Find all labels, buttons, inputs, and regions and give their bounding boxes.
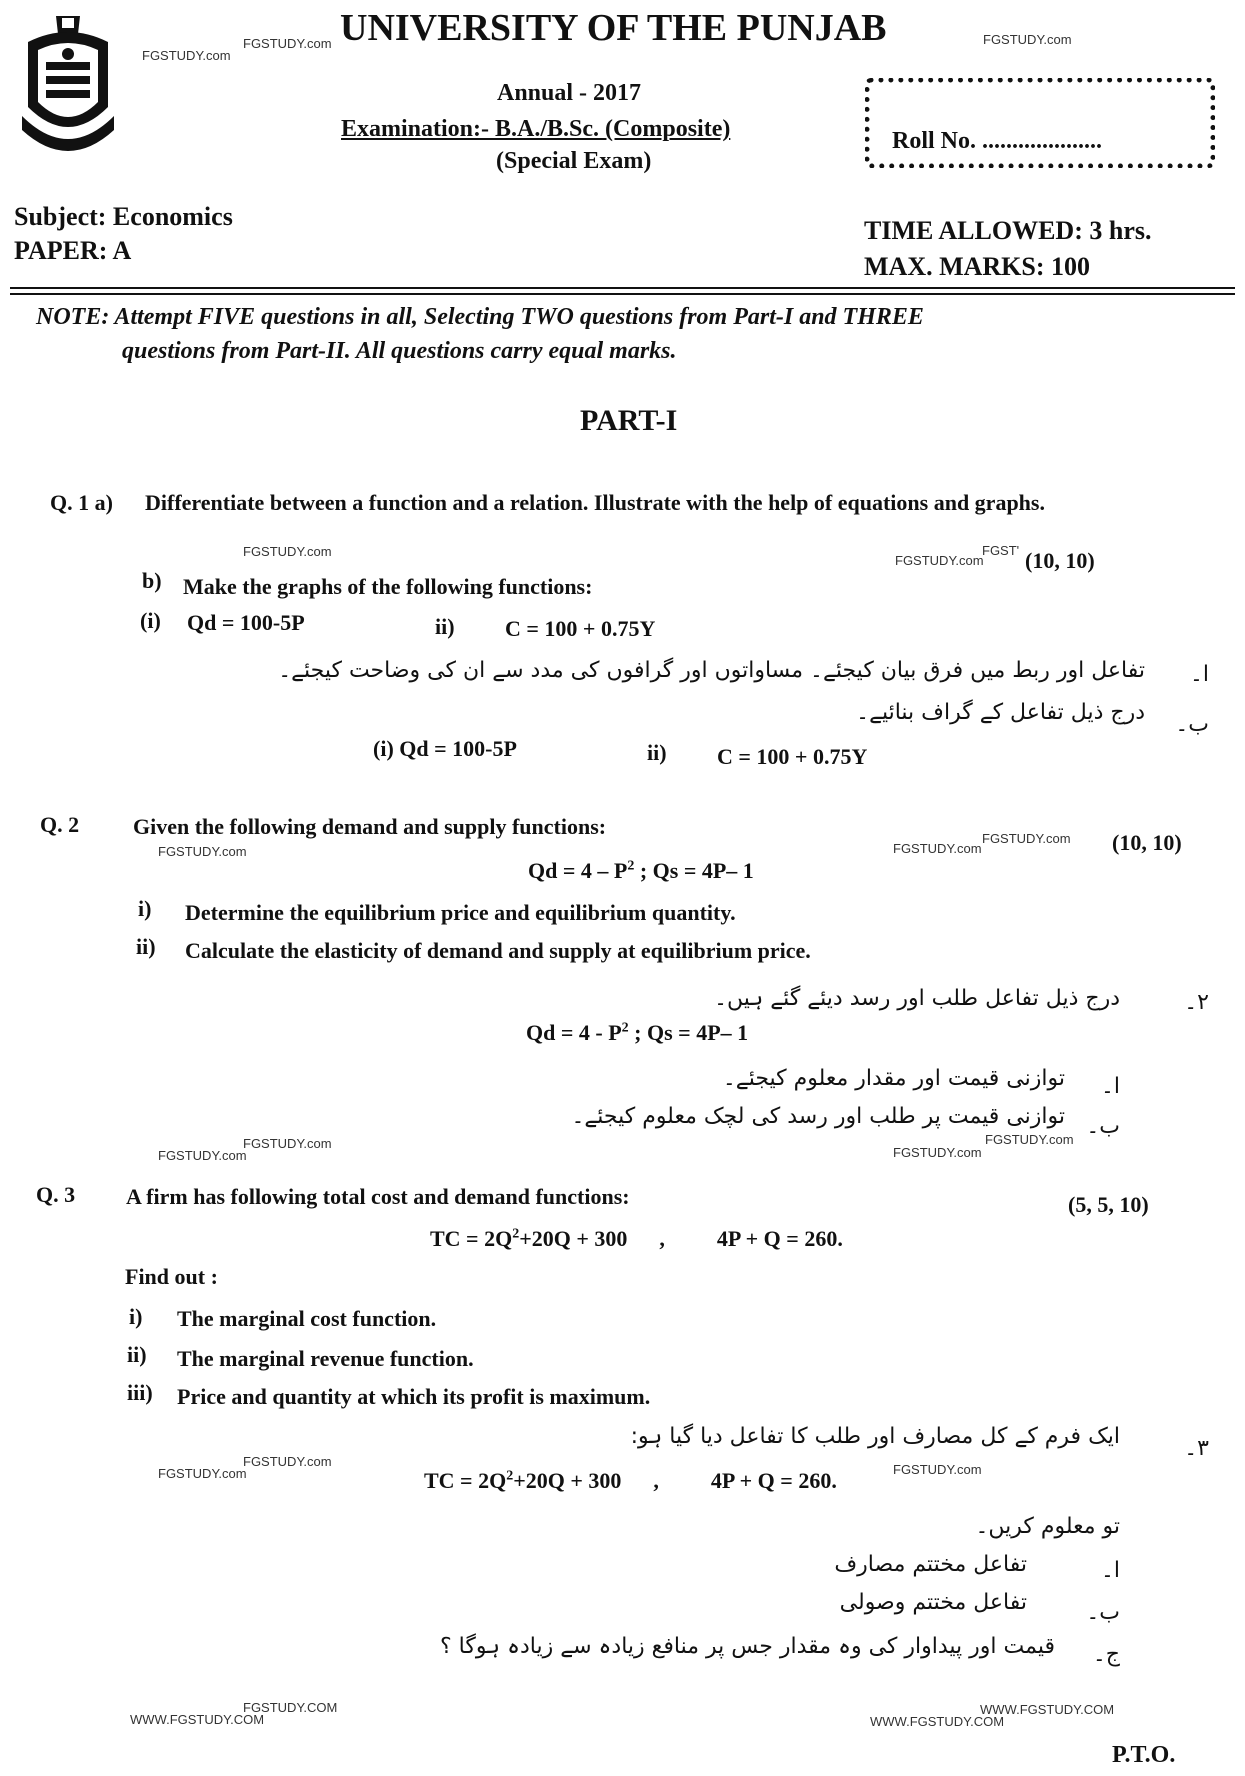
- q3-iii-label: iii): [127, 1380, 153, 1405]
- max-marks: MAX. MARKS: 100: [864, 252, 1091, 281]
- q3-urdu-c: قیمت اور پیداوار کی وہ مقدار جس پر منافع زیادہ سے زیادہ ہوگا ؟: [439, 1634, 1055, 1659]
- q3-find-out: Find out :: [125, 1264, 218, 1289]
- q1-urdu-a: تفاعل اور ربط میں فرق بیان کیجئے۔ مساواتوں اور گرافوں کی مدد سے ان کی وضاحت کیجئے۔: [278, 658, 1145, 683]
- q2-urdu-a-label: ا۔: [1100, 1074, 1120, 1099]
- watermark: FGSTUDY.com: [893, 1462, 982, 1477]
- watermark: FGSTUDY.com: [158, 1466, 247, 1481]
- q3-urdu-find: تو معلوم کریں۔: [975, 1514, 1120, 1539]
- part-title: PART-I: [580, 404, 678, 437]
- q3-label: Q. 3: [36, 1182, 76, 1207]
- q3-eq-tc-rest: +20Q + 300: [519, 1226, 628, 1251]
- watermark: FGSTUDY.COM: [243, 1700, 338, 1715]
- q3-urdu-b: تفاعل مختتم وصولی: [839, 1590, 1027, 1615]
- q2-marks: (10, 10): [1112, 830, 1182, 855]
- q1b-i-equation: Qd = 100-5P: [187, 610, 305, 635]
- watermark: FGSTUDY.com: [243, 36, 332, 51]
- watermark: FGSTUDY.com: [895, 553, 984, 568]
- q2-urdu-eq-exponent: 2: [621, 1020, 629, 1036]
- examination-line: Examination:- B.A./B.Sc. (Composite): [341, 116, 731, 142]
- q3-ii-label: ii): [127, 1342, 147, 1367]
- q2-eq-qs: ; Qs = 4P– 1: [639, 858, 754, 883]
- q1b-i-label: (i): [140, 608, 161, 633]
- pto-label: P.T.O.: [1112, 1742, 1176, 1768]
- watermark: FGSTUDY.com: [243, 1454, 332, 1469]
- q3-marks: (5, 5, 10): [1068, 1192, 1149, 1217]
- q2-urdu-equation: [526, 1020, 748, 1046]
- header-divider-top: [10, 287, 1235, 289]
- subject-label: Subject: Economics: [14, 202, 233, 231]
- q1-urdu-ii-label: ii): [647, 740, 667, 765]
- watermark: FGSTUDY.com: [983, 32, 1072, 47]
- q1b-ii-label: ii): [435, 614, 455, 639]
- q2-i-label: i): [138, 896, 152, 921]
- university-crest-logo: [18, 12, 118, 152]
- annual-year: Annual - 2017: [497, 80, 642, 106]
- watermark: FGSTUDY.com: [985, 1132, 1074, 1147]
- watermark: FGSTUDY.com: [158, 844, 247, 859]
- q1-urdu-ii-equation: C = 100 + 0.75Y: [717, 744, 868, 769]
- q3-eq-exponent: 2: [512, 1226, 520, 1242]
- q2-urdu-main-label: ۲۔: [1184, 990, 1209, 1015]
- header-divider-bottom: [10, 293, 1235, 295]
- q3-urdu-main: ایک فرم کے کل مصارف اور طلب کا تفاعل دیا گیا ہو:: [630, 1424, 1120, 1449]
- q1b-label: b): [142, 568, 162, 593]
- q2-urdu-a: توازنی قیمت اور مقدار معلوم کیجئے۔: [722, 1066, 1065, 1091]
- note-line-1: NOTE: Attempt FIVE questions in all, Selecting TWO questions from Part-I and THREE: [36, 304, 924, 330]
- watermark: WWW.FGSTUDY.COM: [870, 1714, 1005, 1729]
- q2-urdu-b: توازنی قیمت پر طلب اور رسد کی لچک معلوم کیجئے۔: [571, 1104, 1065, 1129]
- watermark: FGST': [982, 543, 1020, 558]
- q2-equation: [528, 858, 754, 884]
- q1-label: Q. 1 a): [50, 490, 113, 515]
- watermark: FGSTUDY.com: [893, 1145, 982, 1160]
- q1-urdu-a-label: ا۔: [1189, 662, 1209, 687]
- q2-urdu-eq-qd: Qd = 4 - P: [526, 1020, 622, 1045]
- q2-label: Q. 2: [40, 812, 80, 837]
- university-title: UNIVERSITY OF THE PUNJAB: [340, 7, 887, 49]
- q3-i-label: i): [129, 1304, 143, 1329]
- q2-urdu-main: درج ذیل تفاعل طلب اور رسد دیئے گئے ہیں۔: [714, 986, 1120, 1011]
- time-allowed: TIME ALLOWED: 3 hrs.: [864, 216, 1152, 245]
- watermark: WWW.FGSTUDY.COM: [980, 1702, 1115, 1717]
- q3-i-text: The marginal cost function.: [177, 1306, 437, 1331]
- q3-urdu-b-label: ب۔: [1086, 1600, 1120, 1625]
- q1-urdu-b: درج ذیل تفاعل کے گراف بنائیے۔: [856, 700, 1145, 725]
- q3-ii-text: The marginal revenue function.: [177, 1346, 474, 1371]
- q2-i-text: Determine the equilibrium price and equilibrium quantity.: [185, 900, 736, 925]
- q2-ii-text: Calculate the elasticity of demand and supply at equilibrium price.: [185, 938, 811, 963]
- q3-urdu-c-label: ج۔: [1092, 1642, 1120, 1667]
- special-exam: (Special Exam): [496, 148, 652, 174]
- q1b-text: Make the graphs of the following functions:: [183, 574, 593, 599]
- q3-eq-comma: ,: [659, 1226, 665, 1251]
- watermark: FGSTUDY.com: [142, 48, 231, 63]
- q3-eq-tc: TC = 2Q: [430, 1226, 513, 1251]
- q1-text: Differentiate between a function and a relation. Illustrate with the help of equations and graphs.: [145, 490, 1045, 515]
- q1-urdu-i-equation: (i) Qd = 100-5P: [373, 736, 517, 761]
- q3-urdu-equation: TC = $2Q^2+20Q + 300$ , 4P + Q = 260.: [424, 1468, 837, 1493]
- q2-text: Given the following demand and supply functions:: [133, 814, 607, 839]
- q1-urdu-b-label: ب۔: [1175, 712, 1209, 737]
- q3-iii-text: Price and quantity at which its profit is maximum.: [177, 1384, 651, 1409]
- q3-equation: [430, 1226, 843, 1252]
- roll-number-label: Roll No. ....................: [892, 128, 1102, 154]
- note-line-2: questions from Part-II. All questions carry equal marks.: [122, 338, 677, 364]
- q1b-ii-equation: C = 100 + 0.75Y: [505, 616, 656, 641]
- q3-text: A firm has following total cost and demand functions:: [126, 1184, 630, 1209]
- q2-urdu-b-label: ب۔: [1086, 1114, 1120, 1139]
- watermark: WWW.FGSTUDY.COM: [130, 1712, 265, 1727]
- q2-urdu-eq-qs: ; Qs = 4P– 1: [634, 1020, 749, 1045]
- watermark: FGSTUDY.com: [893, 841, 982, 856]
- watermark: FGSTUDY.com: [982, 831, 1071, 846]
- paper-label: PAPER: A: [14, 236, 132, 265]
- q3-urdu-a-label: ا۔: [1100, 1558, 1120, 1583]
- q2-eq-qd: Qd = 4 – P: [528, 858, 628, 883]
- watermark: FGSTUDY.com: [243, 544, 332, 559]
- q2-eq-exponent: 2: [627, 858, 635, 874]
- q1-marks: (10, 10): [1025, 548, 1095, 573]
- q2-ii-label: ii): [136, 934, 156, 959]
- watermark: FGSTUDY.com: [158, 1148, 247, 1163]
- q3-urdu-a: تفاعل مختتم مصارف: [834, 1552, 1027, 1577]
- q3-urdu-main-label: ۳۔: [1184, 1436, 1209, 1461]
- q3-eq-demand: 4P + Q = 260.: [716, 1226, 843, 1251]
- watermark: FGSTUDY.com: [243, 1136, 332, 1151]
